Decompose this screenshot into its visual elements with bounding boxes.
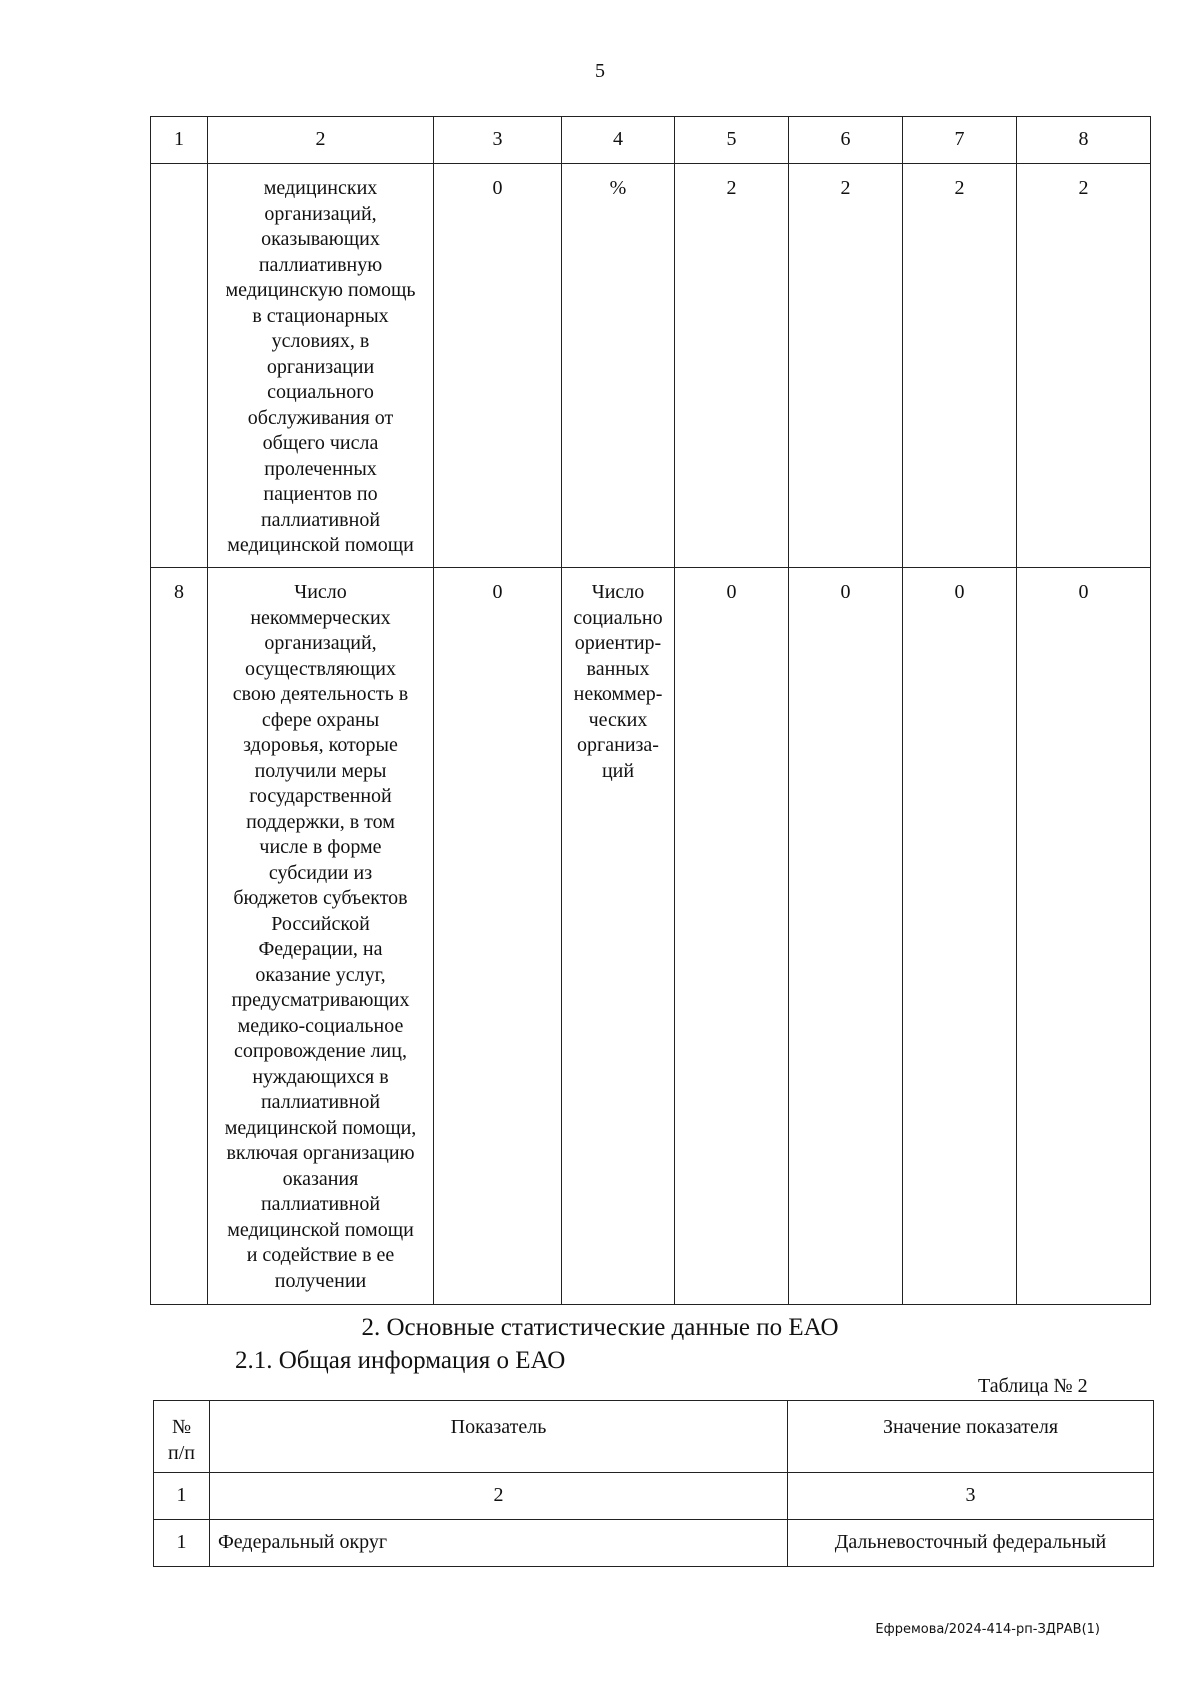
column-number-cell: 8 [1017,117,1151,164]
value-cell: 0 [789,568,903,1305]
value-cell: 2 [1017,164,1151,568]
table-row [154,1520,1154,1567]
column-number-cell: 1 [151,117,208,164]
indicators-table [150,116,1151,1305]
column-number-cell: 6 [789,117,903,164]
indicator-header-cell: Показатель [210,1401,788,1473]
value-cell: 2 [789,164,903,568]
subsection-heading: 2.1. Общая информация о ЕАО [235,1347,566,1374]
row-number-cell: 8 [151,568,208,1305]
document-footer-code: Ефремова/2024-414-рп-ЗДРАВ(1) [875,1622,1100,1637]
value-header-cell: Значение показателя [788,1401,1154,1473]
general-info-table [153,1400,1154,1567]
section-heading: 2. Основные статистические данные по ЕАО [361,1314,839,1341]
unit-cell: Число социально ориентир- ванных некоммер- ческих организа- ций [562,568,675,1305]
value-cell: 0 [434,164,562,568]
indicator-name-cell: Число некоммерческих организаций, осуществляющих свою деятельность в сфере охраны здоровья, которые получили меры государственной поддержки, в том числе в форме субсидии из бюджетов субъектов Российской Федерации, на оказание услуг, предусматривающих медико-социальное сопровождение лиц, нуждающихся в паллиативной медицинской помощи, включая организацию оказания паллиативной медицинской помощи и содействие в ее получении [208,568,434,1305]
column-number-cell: 2 [208,117,434,164]
column-number-cell: 7 [903,117,1017,164]
page-number: 5 [595,60,605,82]
table-caption: Таблица № 2 [978,1375,1088,1397]
indicator-name-cell: медицинских организаций, оказывающих паллиативную медицинскую помощь в стационарных условиях, в организации социального обслуживания от общего числа пролеченных пациентов по паллиативной медицинской помощи [208,164,434,568]
value-cell: 0 [434,568,562,1305]
indicator-value-cell: Дальневосточный федеральный [788,1520,1154,1567]
row-number-cell: 1 [154,1520,210,1567]
value-cell: 2 [675,164,789,568]
unit-cell: % [562,164,675,568]
table-header-row [154,1401,1154,1473]
value-cell: 0 [903,568,1017,1305]
row-number-cell [151,164,208,568]
column-numbers-row [154,1473,1154,1520]
value-cell: 0 [1017,568,1151,1305]
column-number-cell: 1 [154,1473,210,1520]
table-row [151,568,1151,1305]
column-number-cell: 2 [210,1473,788,1520]
column-number-cell: 3 [434,117,562,164]
indicator-name-cell: Федеральный округ [210,1520,788,1567]
column-number-cell: 4 [562,117,675,164]
table-row [151,164,1151,568]
value-cell: 2 [903,164,1017,568]
table-header-row [151,117,1151,164]
column-number-cell: 3 [788,1473,1154,1520]
num-header-cell: № п/п [154,1401,210,1473]
value-cell: 0 [675,568,789,1305]
column-number-cell: 5 [675,117,789,164]
